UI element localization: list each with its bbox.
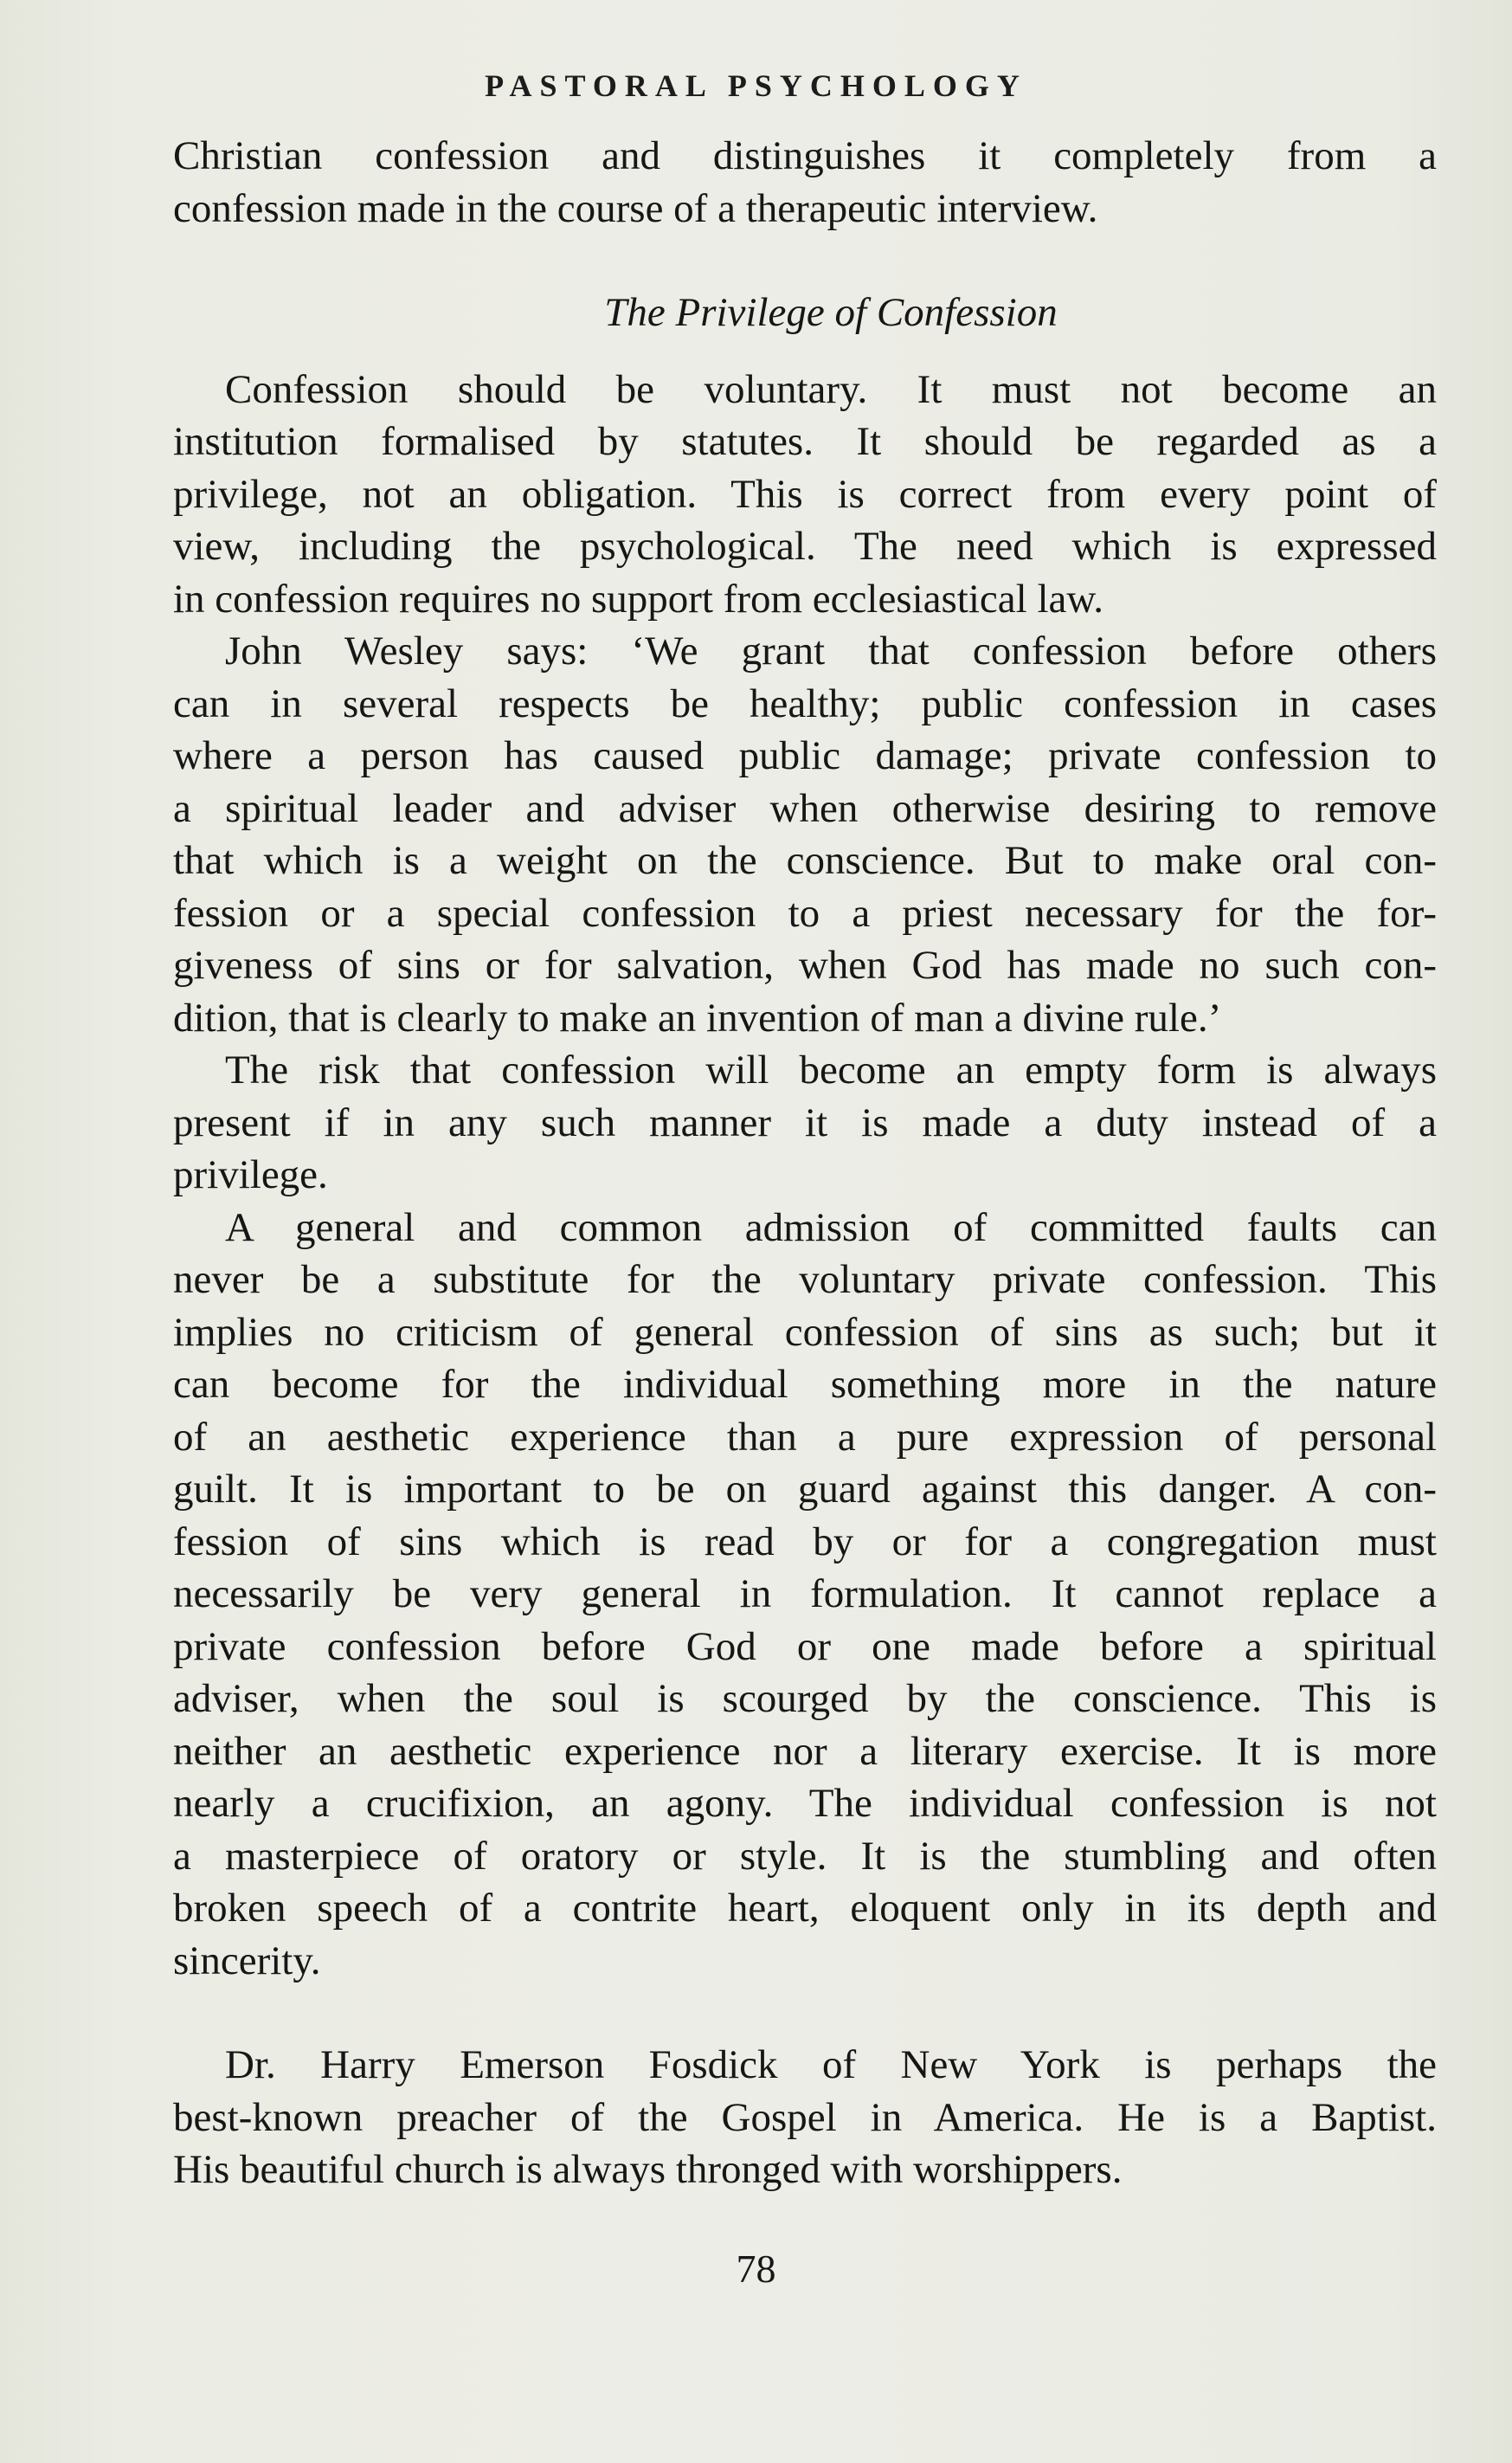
text-line: of an aesthetic experience than a pure expression of personal (173, 1414, 1437, 1460)
text-line: best-known preacher of the Gospel in America. He is a Baptist. (173, 2094, 1437, 2140)
text-line: in confession requires no support from ecclesiastical law. (173, 576, 1104, 622)
text-line: that which is a weight on the conscience. But to make oral con- (173, 838, 1437, 883)
text-line: broken speech of a contrite heart, eloquent only in its depth and (173, 1886, 1437, 1931)
text-line: implies no criticism of general confession of sins as such; but it (173, 1309, 1437, 1355)
text-line: present if in any such manner it is made a duty instead of a (173, 1099, 1437, 1145)
text-line: neither an aesthetic experience nor a literary exercise. It is more (173, 1728, 1437, 1774)
text-line: sincerity. (173, 1938, 321, 1983)
text-line: fession of sins which is read by or for a congregation must (173, 1518, 1437, 1564)
text-line: dition, that is clearly to make an invention of man a divine rule.’ (173, 995, 1222, 1041)
text-line: Confession should be voluntary. It must not become an (225, 366, 1437, 412)
running-head: PASTORAL PSYCHOLOGY (485, 68, 1027, 103)
text-line: Dr. Harry Emerson Fosdick of New York is perhaps the (225, 2042, 1437, 2087)
text-line: His beautiful church is always thronged with worshippers. (173, 2147, 1123, 2192)
text-line: privilege, not an obligation. This is correct from every point of (173, 471, 1437, 517)
text-line: guilt. It is important to be on guard against this danger. A con- (173, 1467, 1437, 1512)
text-line: institution formalised by statutes. It should be regarded as a (173, 419, 1437, 464)
text-line: where a person has caused public damage; private confession to (173, 733, 1437, 778)
text-line: adviser, when the soul is scourged by the conscience. This is (173, 1676, 1437, 1721)
text-line: a spiritual leader and adviser when otherwise desiring to remove (173, 785, 1437, 831)
text-block (173, 130, 1437, 2196)
text-line: can become for the individual something more in the nature (173, 1362, 1437, 1407)
text-line: giveness of sins or for salvation, when God has made no such con- (173, 943, 1437, 988)
text-line: nearly a crucifixion, an agony. The individual confession is not (173, 1781, 1437, 1826)
text-line: The risk that confession will become an empty form is always (225, 1048, 1437, 1093)
text-line: view, including the psychological. The need which is expressed (173, 524, 1437, 569)
text-line: private confession before God or one made before a spiritual (173, 1623, 1437, 1669)
page-number: 78 (736, 2247, 776, 2291)
text-line: Christian confession and distinguishes it completely from a (173, 133, 1437, 178)
section-heading: The Privilege of Confession (604, 290, 1058, 335)
section-break (173, 1987, 1437, 2039)
text-line: can in several respects be healthy; public confession in cases (173, 680, 1437, 726)
text-line: confession made in the course of a therapeutic interview. (173, 185, 1098, 231)
text-line: a masterpiece of oratory or style. It is the stumbling and often (173, 1833, 1437, 1879)
text-line: necessarily be very general in formulation. It cannot replace a (173, 1571, 1437, 1616)
text-line: A general and common admission of committed faults can (225, 1204, 1437, 1250)
text-line: John Wesley says: ‘We grant that confession before others (225, 629, 1437, 674)
text-line: fession or a special confession to a priest necessary for the for- (173, 890, 1437, 936)
text-line: never be a substitute for the voluntary private confession. This (173, 1257, 1437, 1302)
text-line: privilege. (173, 1152, 328, 1197)
